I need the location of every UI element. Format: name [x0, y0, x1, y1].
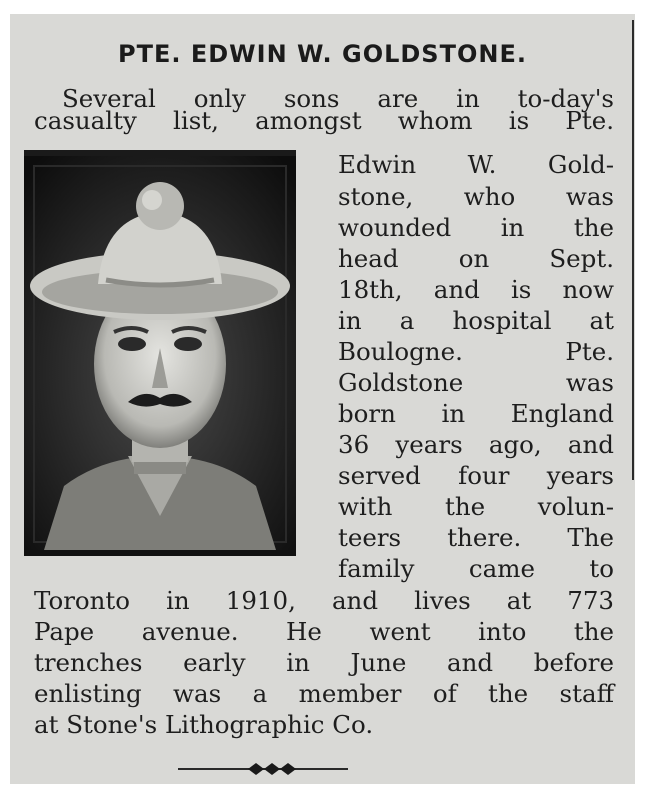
article-line-4: stone, who was [338, 182, 614, 211]
article-line-19: trenches early in June and before [34, 648, 614, 677]
article-line-12: 36 years ago, and [338, 430, 614, 459]
article-line-15: teers there. The [338, 523, 614, 552]
article-line-14: with the volun- [338, 492, 614, 521]
soldier-portrait-icon [24, 156, 296, 550]
article-line-7: 18th, and is now [338, 275, 614, 304]
article-line-13: served four years [338, 461, 614, 490]
article-line-21: at Stone's Lithographic Co. [34, 710, 374, 739]
newspaper-clipping [10, 14, 635, 784]
article-line-16: family came to [338, 554, 614, 583]
article-line-20: enlisting was a member of the staff [34, 679, 614, 708]
headline: PTE. EDWIN W. GOLDSTONE. [118, 40, 527, 68]
article-line-2: casualty list, amongst whom is Pte. [34, 106, 614, 135]
article-line-9: Boulogne. Pte. [338, 337, 614, 366]
soldier-portrait [24, 150, 296, 556]
article-line-10: Goldstone was [338, 368, 614, 397]
article-line-17: Toronto in 1910, and lives at 773 [34, 586, 614, 615]
ornament-divider-icon [178, 760, 348, 778]
article-line-6: head on Sept. [338, 244, 614, 273]
article-line-3: Edwin W. Gold- [338, 150, 614, 179]
column-rule [632, 20, 634, 480]
article-line-8: in a hospital at [338, 306, 614, 335]
article-line-11: born in England [338, 399, 614, 428]
article-line-1: Several only sons are in to-day's [62, 84, 614, 113]
article-line-5: wounded in the [338, 213, 614, 242]
article-line-18: Pape avenue. He went into the [34, 617, 614, 646]
